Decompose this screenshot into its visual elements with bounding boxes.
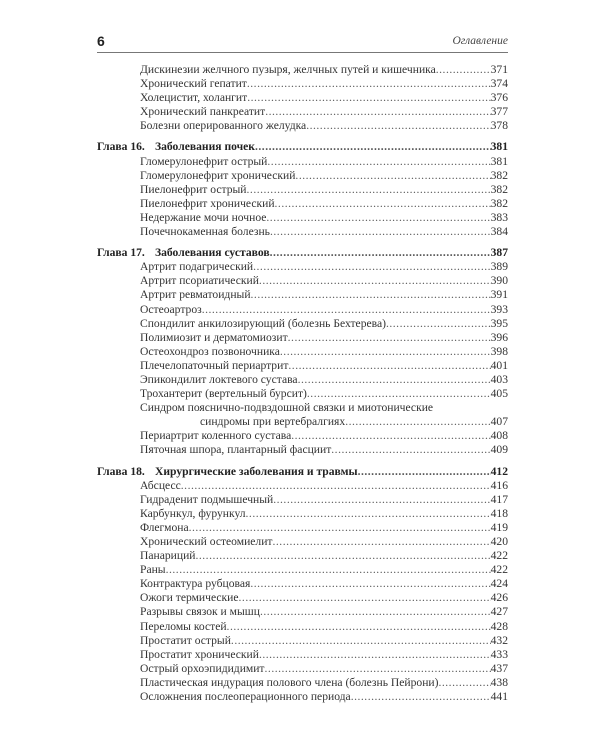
- chapter-title: Хирургические заболевания и травмы: [155, 464, 358, 478]
- toc-entry-title: Трохантерит (вертельный бурсит): [140, 387, 307, 401]
- toc-entry-title: Болезни оперированного желудка: [140, 119, 307, 133]
- toc-entry-title: Переломы костей: [140, 619, 227, 633]
- page-ref: 401: [490, 358, 508, 372]
- page-ref: 381: [490, 140, 508, 154]
- toc-entry[interactable]: [97, 634, 508, 648]
- dot-leader: [298, 373, 491, 387]
- page-ref: 422: [490, 549, 508, 563]
- toc-entry-title[interactable]: Синдром пояснично-подвздошной связки и миотонические: [140, 401, 434, 415]
- dot-leader: [270, 246, 491, 260]
- toc-entry-title: Хронический панкреатит: [140, 105, 266, 119]
- toc-entry[interactable]: [97, 535, 508, 549]
- dot-leader: [438, 676, 490, 690]
- dot-leader: [280, 345, 491, 359]
- page-ref: 426: [490, 591, 508, 605]
- toc-entry-title: Простатит острый: [140, 633, 231, 647]
- toc-entry[interactable]: [97, 169, 508, 183]
- page-ref: 393: [490, 302, 508, 316]
- chapter-label: [97, 246, 270, 260]
- dot-leader: [253, 260, 490, 274]
- table-of-contents: [97, 63, 508, 711]
- toc-entry-title: Гломерулонефрит острый: [140, 154, 268, 168]
- chapter-number: Глава 16.: [97, 140, 145, 154]
- toc-group: [97, 465, 508, 705]
- chapter-heading[interactable]: [97, 465, 508, 479]
- page-ref: 422: [490, 563, 508, 577]
- page-ref: 432: [490, 633, 508, 647]
- toc-entry[interactable]: [97, 274, 508, 288]
- page-ref: 371: [490, 63, 508, 76]
- page-ref: 419: [490, 520, 508, 534]
- page-ref: 417: [490, 492, 508, 506]
- chapter-title: Заболевания суставов: [155, 246, 270, 260]
- toc-entry[interactable]: [97, 662, 508, 676]
- dot-leader: [202, 303, 491, 317]
- page-ref: 409: [490, 443, 508, 457]
- page-ref: 382: [490, 168, 508, 182]
- toc-entry-title: Пиелонефрит хронический: [140, 196, 275, 210]
- dot-leader: [273, 535, 491, 549]
- dot-leader: [251, 288, 491, 302]
- page-ref: 390: [490, 274, 508, 288]
- dot-leader: [267, 155, 490, 169]
- dot-leader: [307, 387, 491, 401]
- dot-leader: [195, 549, 490, 563]
- toc-group: [97, 246, 508, 457]
- toc-entry-title: Холецистит, холангит: [140, 91, 248, 105]
- toc-entry-title: Хронический остеомиелит: [140, 535, 273, 548]
- toc-entry[interactable]: [97, 119, 508, 133]
- toc-entry-title: Гидраденит подмышечный: [140, 492, 274, 506]
- toc-entry-title: Эпикондилит локтевого сустава: [140, 372, 298, 386]
- page-ref: 391: [490, 288, 508, 302]
- dot-leader: [331, 443, 490, 457]
- dot-leader: [247, 77, 491, 91]
- toc-entry[interactable]: [97, 225, 508, 239]
- dot-leader: [250, 577, 490, 591]
- toc-entry-title: Раны: [140, 563, 166, 577]
- dot-leader: [266, 211, 490, 225]
- toc-entry-title: Артрит псориатический: [140, 274, 259, 288]
- toc-entry[interactable]: [97, 648, 508, 662]
- page-ref: 438: [490, 675, 508, 689]
- page-ref: 428: [490, 619, 508, 633]
- toc-group: [97, 63, 508, 133]
- toc-entry[interactable]: [97, 373, 508, 387]
- toc-entry[interactable]: [97, 479, 508, 493]
- chapter-number: Глава 18.: [97, 464, 145, 478]
- page-header: [97, 33, 508, 53]
- toc-entry-title: Плечелопаточный периартрит: [140, 358, 289, 372]
- toc-entry-title: Острый орхоэпидидимит: [140, 661, 265, 675]
- page-ref: 420: [490, 535, 508, 548]
- dot-leader: [351, 690, 491, 704]
- toc-entry-title: Карбункул, фурункул: [140, 506, 246, 520]
- page-ref: 437: [490, 661, 508, 675]
- dot-leader: [273, 493, 490, 507]
- dot-leader: [275, 197, 491, 211]
- toc-entry[interactable]: [97, 260, 508, 274]
- toc-entry[interactable]: [97, 690, 508, 704]
- toc-entry-title: Контрактура рубцовая: [140, 577, 251, 591]
- page-ref: 396: [490, 330, 508, 344]
- toc-entry[interactable]: [97, 387, 508, 401]
- toc-entry[interactable]: [97, 591, 508, 605]
- toc-entry[interactable]: [97, 620, 508, 634]
- dot-leader: [436, 63, 491, 77]
- page-ref: 405: [490, 387, 508, 401]
- page-ref: 384: [490, 225, 508, 239]
- toc-entry-title: Остеоартроз: [140, 302, 202, 316]
- toc-entry-title: Простатит хронический: [140, 647, 259, 661]
- chapter-title: Заболевания почек: [155, 140, 255, 154]
- chapter-label: [97, 140, 255, 154]
- toc-entry-title: Почечнокаменная болезнь: [140, 225, 270, 239]
- toc-entry-title: Артрит ревматоидный: [140, 288, 251, 302]
- page-number: 6: [97, 33, 105, 49]
- page-ref: 382: [490, 196, 508, 210]
- dot-leader: [227, 620, 491, 634]
- toc-entry[interactable]: [97, 359, 508, 373]
- toc-group: [97, 140, 508, 239]
- chapter-number: Глава 17.: [97, 246, 145, 260]
- page-ref: 377: [490, 105, 508, 119]
- dot-leader: [239, 591, 491, 605]
- page-ref: 416: [490, 478, 508, 492]
- dot-leader: [247, 183, 491, 197]
- toc-entry[interactable]: [97, 415, 508, 429]
- dot-leader: [166, 563, 491, 577]
- running-title: Оглавление: [452, 35, 508, 47]
- toc-entry-title: Пиелонефрит острый: [140, 182, 247, 196]
- dot-leader: [288, 331, 491, 345]
- toc-entry[interactable]: [97, 197, 508, 211]
- dot-leader: [358, 465, 491, 479]
- page-ref: 381: [490, 154, 508, 168]
- dot-leader: [255, 140, 491, 154]
- dot-leader: [231, 634, 491, 648]
- toc-entry[interactable]: [97, 577, 508, 591]
- toc-entry[interactable]: [97, 317, 508, 331]
- dot-leader: [270, 225, 491, 239]
- toc-entry[interactable]: [97, 429, 508, 443]
- toc-entry-title: Флегмона: [140, 520, 189, 534]
- toc-entry-title: Периартрит коленного сустава: [140, 429, 292, 443]
- page-ref: 424: [490, 577, 508, 591]
- toc-entry[interactable]: [97, 77, 508, 91]
- toc-entry-title: Панариций: [140, 549, 196, 563]
- toc-entry-title: Хронический гепатит: [140, 77, 247, 91]
- toc-entry[interactable]: [97, 183, 508, 197]
- page-ref: 433: [490, 647, 508, 661]
- page-ref: 408: [490, 429, 508, 443]
- chapter-label: [97, 465, 358, 479]
- page-ref: 403: [490, 372, 508, 386]
- page-ref: 376: [490, 91, 508, 105]
- page-ref: 412: [490, 464, 508, 478]
- page-ref: 378: [490, 119, 508, 133]
- toc-entry-title: Остеохондроз позвоночника: [140, 344, 280, 358]
- dot-leader: [260, 605, 491, 619]
- toc-entry[interactable]: [97, 303, 508, 317]
- toc-entry[interactable]: [97, 605, 508, 619]
- toc-entry[interactable]: [97, 345, 508, 359]
- toc-entry[interactable]: [97, 288, 508, 302]
- toc-entry[interactable]: [97, 155, 508, 169]
- toc-entry-title: Полимиозит и дерматомиозит: [140, 330, 288, 344]
- page-ref: 374: [490, 77, 508, 91]
- toc-entry[interactable]: [97, 549, 508, 563]
- page-ref: 407: [490, 415, 508, 429]
- toc-entry-title: Пластическая индурация полового члена (болезнь Пейрони): [140, 675, 439, 689]
- toc-entry[interactable]: [97, 211, 508, 225]
- dot-leader: [345, 415, 490, 429]
- toc-entry-title: Абсцесс: [140, 478, 181, 492]
- dot-leader: [259, 648, 491, 662]
- dot-leader: [265, 662, 491, 676]
- toc-entry[interactable]: [97, 563, 508, 577]
- chapter-heading[interactable]: [97, 140, 508, 154]
- dot-leader: [265, 105, 490, 119]
- dot-leader: [247, 91, 490, 105]
- toc-entry-title: Пяточная шпора, плантарный фасциит: [140, 443, 332, 457]
- toc-entry-title: Разрывы связок и мышц: [140, 605, 260, 619]
- toc-entry-title: Артрит подагрический: [140, 260, 254, 274]
- toc-entry-title: Гломерулонефрит хронический: [140, 168, 296, 182]
- toc-entry[interactable]: [97, 331, 508, 345]
- dot-leader: [386, 317, 491, 331]
- toc-entry[interactable]: [97, 63, 508, 77]
- page-ref: 389: [490, 260, 508, 274]
- dot-leader: [295, 169, 490, 183]
- page-ref: 441: [490, 690, 508, 704]
- toc-entry[interactable]: [97, 443, 508, 457]
- toc-entry-title: Недержание мочи ночное: [140, 210, 267, 224]
- page-ref: 387: [490, 246, 508, 260]
- dot-leader: [246, 507, 491, 521]
- toc-entry[interactable]: [97, 507, 508, 521]
- dot-leader: [306, 119, 490, 133]
- toc-entry-title: Спондилит анкилозирующий (болезнь Бехтерева): [140, 316, 386, 330]
- toc-entry-title: Осложнения послеоперационного периода: [140, 690, 351, 704]
- dot-leader: [189, 521, 491, 535]
- toc-entry-title-cont: синдромы при вертебралгиях: [200, 415, 346, 429]
- toc-entry-title: Дискинезии желчного пузыря, желчных путей и кишечника: [140, 63, 436, 76]
- dot-leader: [291, 429, 490, 443]
- dot-leader: [181, 479, 491, 493]
- toc-entry-title: Ожоги термические: [140, 591, 239, 605]
- dot-leader: [259, 274, 491, 288]
- toc-entry[interactable]: [97, 91, 508, 105]
- toc-entry[interactable]: [97, 105, 508, 119]
- page-ref: 418: [490, 506, 508, 520]
- chapter-heading[interactable]: [97, 246, 508, 260]
- dot-leader: [288, 359, 490, 373]
- page-ref: 382: [490, 182, 508, 196]
- page-ref: 395: [490, 316, 508, 330]
- toc-entry[interactable]: [97, 493, 508, 507]
- page-ref: 427: [490, 605, 508, 619]
- toc-entry[interactable]: [97, 521, 508, 535]
- page-ref: 383: [490, 210, 508, 224]
- toc-entry[interactable]: [97, 676, 508, 690]
- page-ref: 398: [490, 344, 508, 358]
